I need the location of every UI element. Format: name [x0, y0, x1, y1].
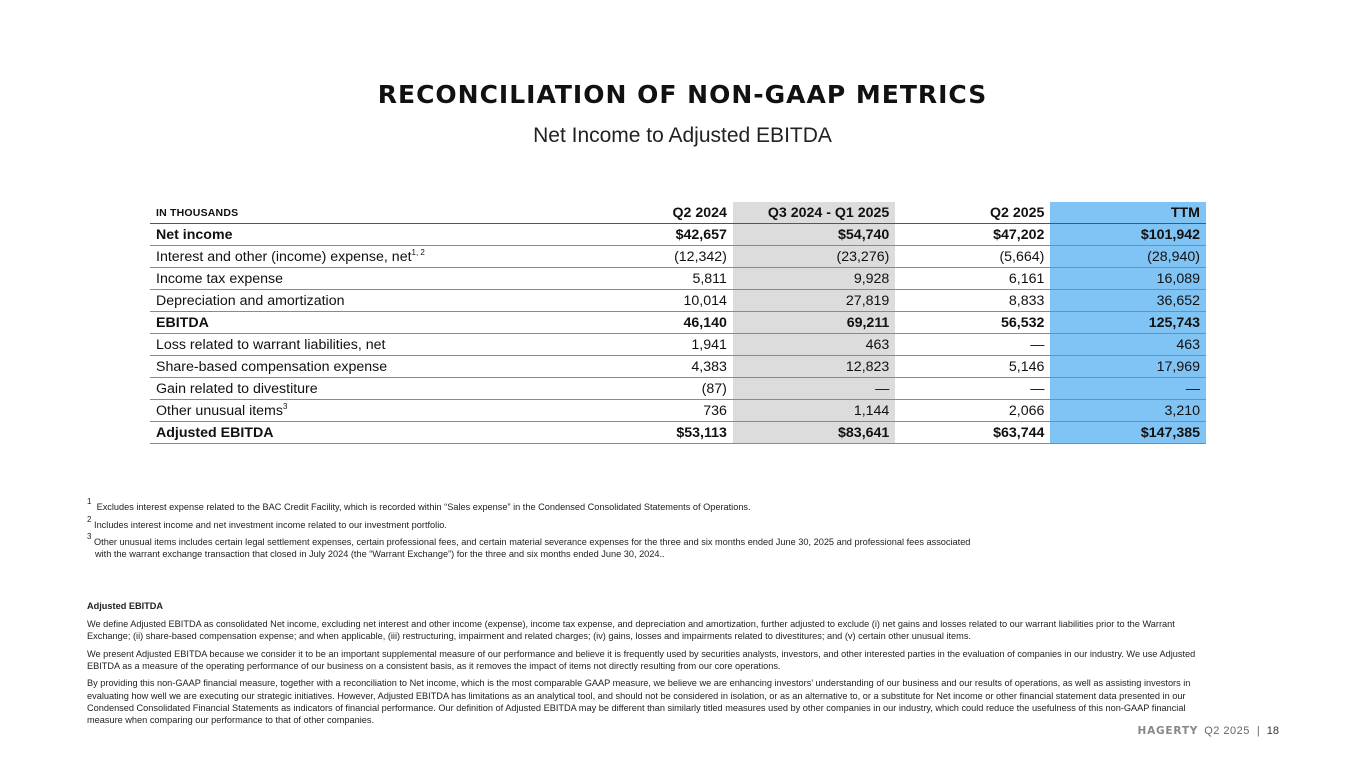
footnote-1: [87, 497, 1197, 513]
table-row: [150, 400, 1206, 422]
cell-value: 27,819: [733, 290, 895, 312]
row-label-text: Share-based compensation expense: [156, 358, 388, 375]
cell-value: 463: [1050, 334, 1206, 356]
cell-value: $101,942: [1050, 224, 1206, 246]
row-label: [150, 290, 644, 312]
unit-label: IN THOUSANDS: [150, 202, 644, 224]
cell-value: $53,113: [644, 422, 733, 444]
cell-value: 56,532: [895, 312, 1050, 334]
column-header-q3-2024-q1-2025: Q3 2024 - Q1 2025: [733, 202, 895, 224]
table-body: [150, 224, 1206, 444]
page-footer: [1138, 725, 1280, 737]
footer-quarter: Q2 2025: [1204, 725, 1250, 737]
row-label: [150, 246, 644, 268]
cell-value: (28,940): [1050, 246, 1206, 268]
footnote-reference: 1, 2: [411, 247, 425, 257]
footnote-2: [87, 514, 1197, 531]
table-row: [150, 334, 1206, 356]
table-row: [150, 224, 1206, 246]
row-label: [150, 400, 644, 422]
cell-value: 736: [644, 400, 733, 422]
footnote-reference: 3: [282, 401, 288, 411]
table-header-row: [150, 202, 1206, 224]
footer-separator: |: [1256, 725, 1260, 737]
cell-value: 9,928: [733, 268, 895, 290]
footnote-marker: 1: [87, 497, 92, 506]
footnote-marker: 3: [87, 532, 92, 541]
cell-value: (87): [644, 378, 733, 400]
row-label: [150, 356, 644, 378]
column-header-q2-2025: Q2 2025: [895, 202, 1050, 224]
row-label-text: Interest and other (income) expense, net: [156, 248, 412, 265]
footnote-text: Excludes interest expense related to the BAC Credit Facility, which is recorded within “Sales expense” in the Condensed Consolidated Statements of Operations.: [96, 502, 751, 512]
table-row: [150, 422, 1206, 444]
definitions-section: [87, 600, 1212, 731]
cell-value: $42,657: [644, 224, 733, 246]
cell-value: 3,210: [1050, 400, 1206, 422]
row-label-text: Adjusted EBITDA: [156, 424, 274, 441]
row-label: [150, 268, 644, 290]
footnote-text: Other unusual items includes certain legal settlement expenses, certain professional fees, and certain material severance expenses for the three and six months ended June 30, 2025 and professional fees associated: [94, 537, 971, 547]
cell-value: 36,652: [1050, 290, 1206, 312]
cell-value: 17,969: [1050, 356, 1206, 378]
cell-value: 1,144: [733, 400, 895, 422]
table-row: [150, 290, 1206, 312]
row-label-text: EBITDA: [156, 314, 209, 331]
row-label-text: Income tax expense: [156, 270, 283, 287]
cell-value: $47,202: [895, 224, 1050, 246]
footnote-marker: 2: [87, 514, 92, 524]
row-label: [150, 334, 644, 356]
footnote-text: Includes interest income and net investment income related to our investment portfolio.: [94, 519, 447, 530]
cell-value: 69,211: [733, 312, 895, 334]
cell-value: 16,089: [1050, 268, 1206, 290]
row-label: [150, 224, 644, 246]
cell-value: 12,823: [733, 356, 895, 378]
row-label-text: Depreciation and amortization: [156, 292, 345, 309]
cell-value: $83,641: [733, 422, 895, 444]
cell-value: (23,276): [733, 246, 895, 268]
cell-value: $63,744: [895, 422, 1050, 444]
table-row: [150, 378, 1206, 400]
row-label: [150, 378, 644, 400]
definition-paragraph: We define Adjusted EBITDA as consolidated Net income, excluding net interest and other income (expense), income tax expense, and depreciation and amortization, further adjusted to exclude (i) net gains and losses related to our warrant liabilities prior to the Warrant Exchange; (ii) share-based compensation expense; and when applicable, (iii) restructuring, impairment and related charges; (iv) gains, losses and impairments related to divestitures; and (v) certain other unusual items.: [87, 619, 1175, 642]
page-subtitle: Net Income to Adjusted EBITDA: [533, 124, 832, 147]
cell-value: (5,664): [895, 246, 1050, 268]
page-number: 18: [1266, 725, 1279, 737]
cell-value: —: [733, 378, 895, 400]
cell-value: (12,342): [644, 246, 733, 268]
cell-value: 46,140: [644, 312, 733, 334]
cell-value: 10,014: [644, 290, 733, 312]
table-row: [150, 312, 1206, 334]
cell-value: 5,811: [644, 268, 733, 290]
row-label: [150, 422, 644, 444]
row-label: [150, 312, 644, 334]
reconciliation-table: [150, 202, 1206, 444]
table-row: [150, 268, 1206, 290]
row-label-text: Net income: [156, 226, 233, 243]
cell-value: 8,833: [895, 290, 1050, 312]
definition-paragraph: By providing this non-GAAP financial measure, together with a reconciliation to Net income, which is the most comparable GAAP measure, we believe we are enhancing investors’ understanding of our business and our results of operations, as well as assisting investors in evaluating how well we are executing our strategic initiatives. However, Adjusted EBITDA has limitations as an analytical tool, and should not be considered in isolation, or as an alternative to, or a substitute for Net income or other financial statement data presented in our Condensed Consolidated Financial Statements as indicators of financial performance. Our definition of Adjusted EBITDA may be different than similarly titled measures used by other companies in our industry, which could reduce the usefulness of this non-GAAP financial measure when comparing our performance to that of other companies.: [87, 678, 1191, 725]
footnote-text-continued: with the warrant exchange transaction that closed in July 2024 (the “Warrant Exchange”) for the three and six months ended June 30, 2024..: [95, 549, 665, 559]
column-header-q2-2024: Q2 2024: [644, 202, 733, 224]
cell-value: —: [895, 378, 1050, 400]
cell-value: 463: [733, 334, 895, 356]
hagerty-logo: HAGERTY: [1137, 725, 1199, 737]
cell-value: 6,161: [895, 268, 1050, 290]
table-row: [150, 356, 1206, 378]
row-label-text: Loss related to warrant liabilities, net: [156, 336, 386, 353]
cell-value: 125,743: [1050, 312, 1206, 334]
cell-value: —: [1050, 378, 1206, 400]
cell-value: $54,740: [733, 224, 895, 246]
footnotes: [87, 497, 1197, 566]
definitions-heading: Adjusted EBITDA: [87, 601, 164, 611]
cell-value: —: [895, 334, 1050, 356]
cell-value: 4,383: [644, 356, 733, 378]
definition-paragraph: We present Adjusted EBITDA because we consider it to be an important supplemental measure of our performance and believe it is frequently used by securities analysts, investors, and other interested parties in the evaluation of companies in our industry. We use Adjusted EBITDA as a measure of the operating performance of our business on a consistent basis, as it removes the impact of items not directly resulting from our core operations.: [87, 648, 1196, 671]
cell-value: 2,066: [895, 400, 1050, 422]
row-label-text: Gain related to divestiture: [156, 380, 318, 397]
page-title: RECONCILIATION OF NON-GAAP METRICS: [377, 80, 988, 109]
footnote-3: [87, 532, 1197, 560]
cell-value: 1,941: [644, 334, 733, 356]
table-row: [150, 246, 1206, 268]
cell-value: 5,146: [895, 356, 1050, 378]
column-header-ttm: TTM: [1050, 202, 1206, 224]
row-label-text: Other unusual items: [156, 402, 283, 419]
cell-value: $147,385: [1050, 422, 1206, 444]
